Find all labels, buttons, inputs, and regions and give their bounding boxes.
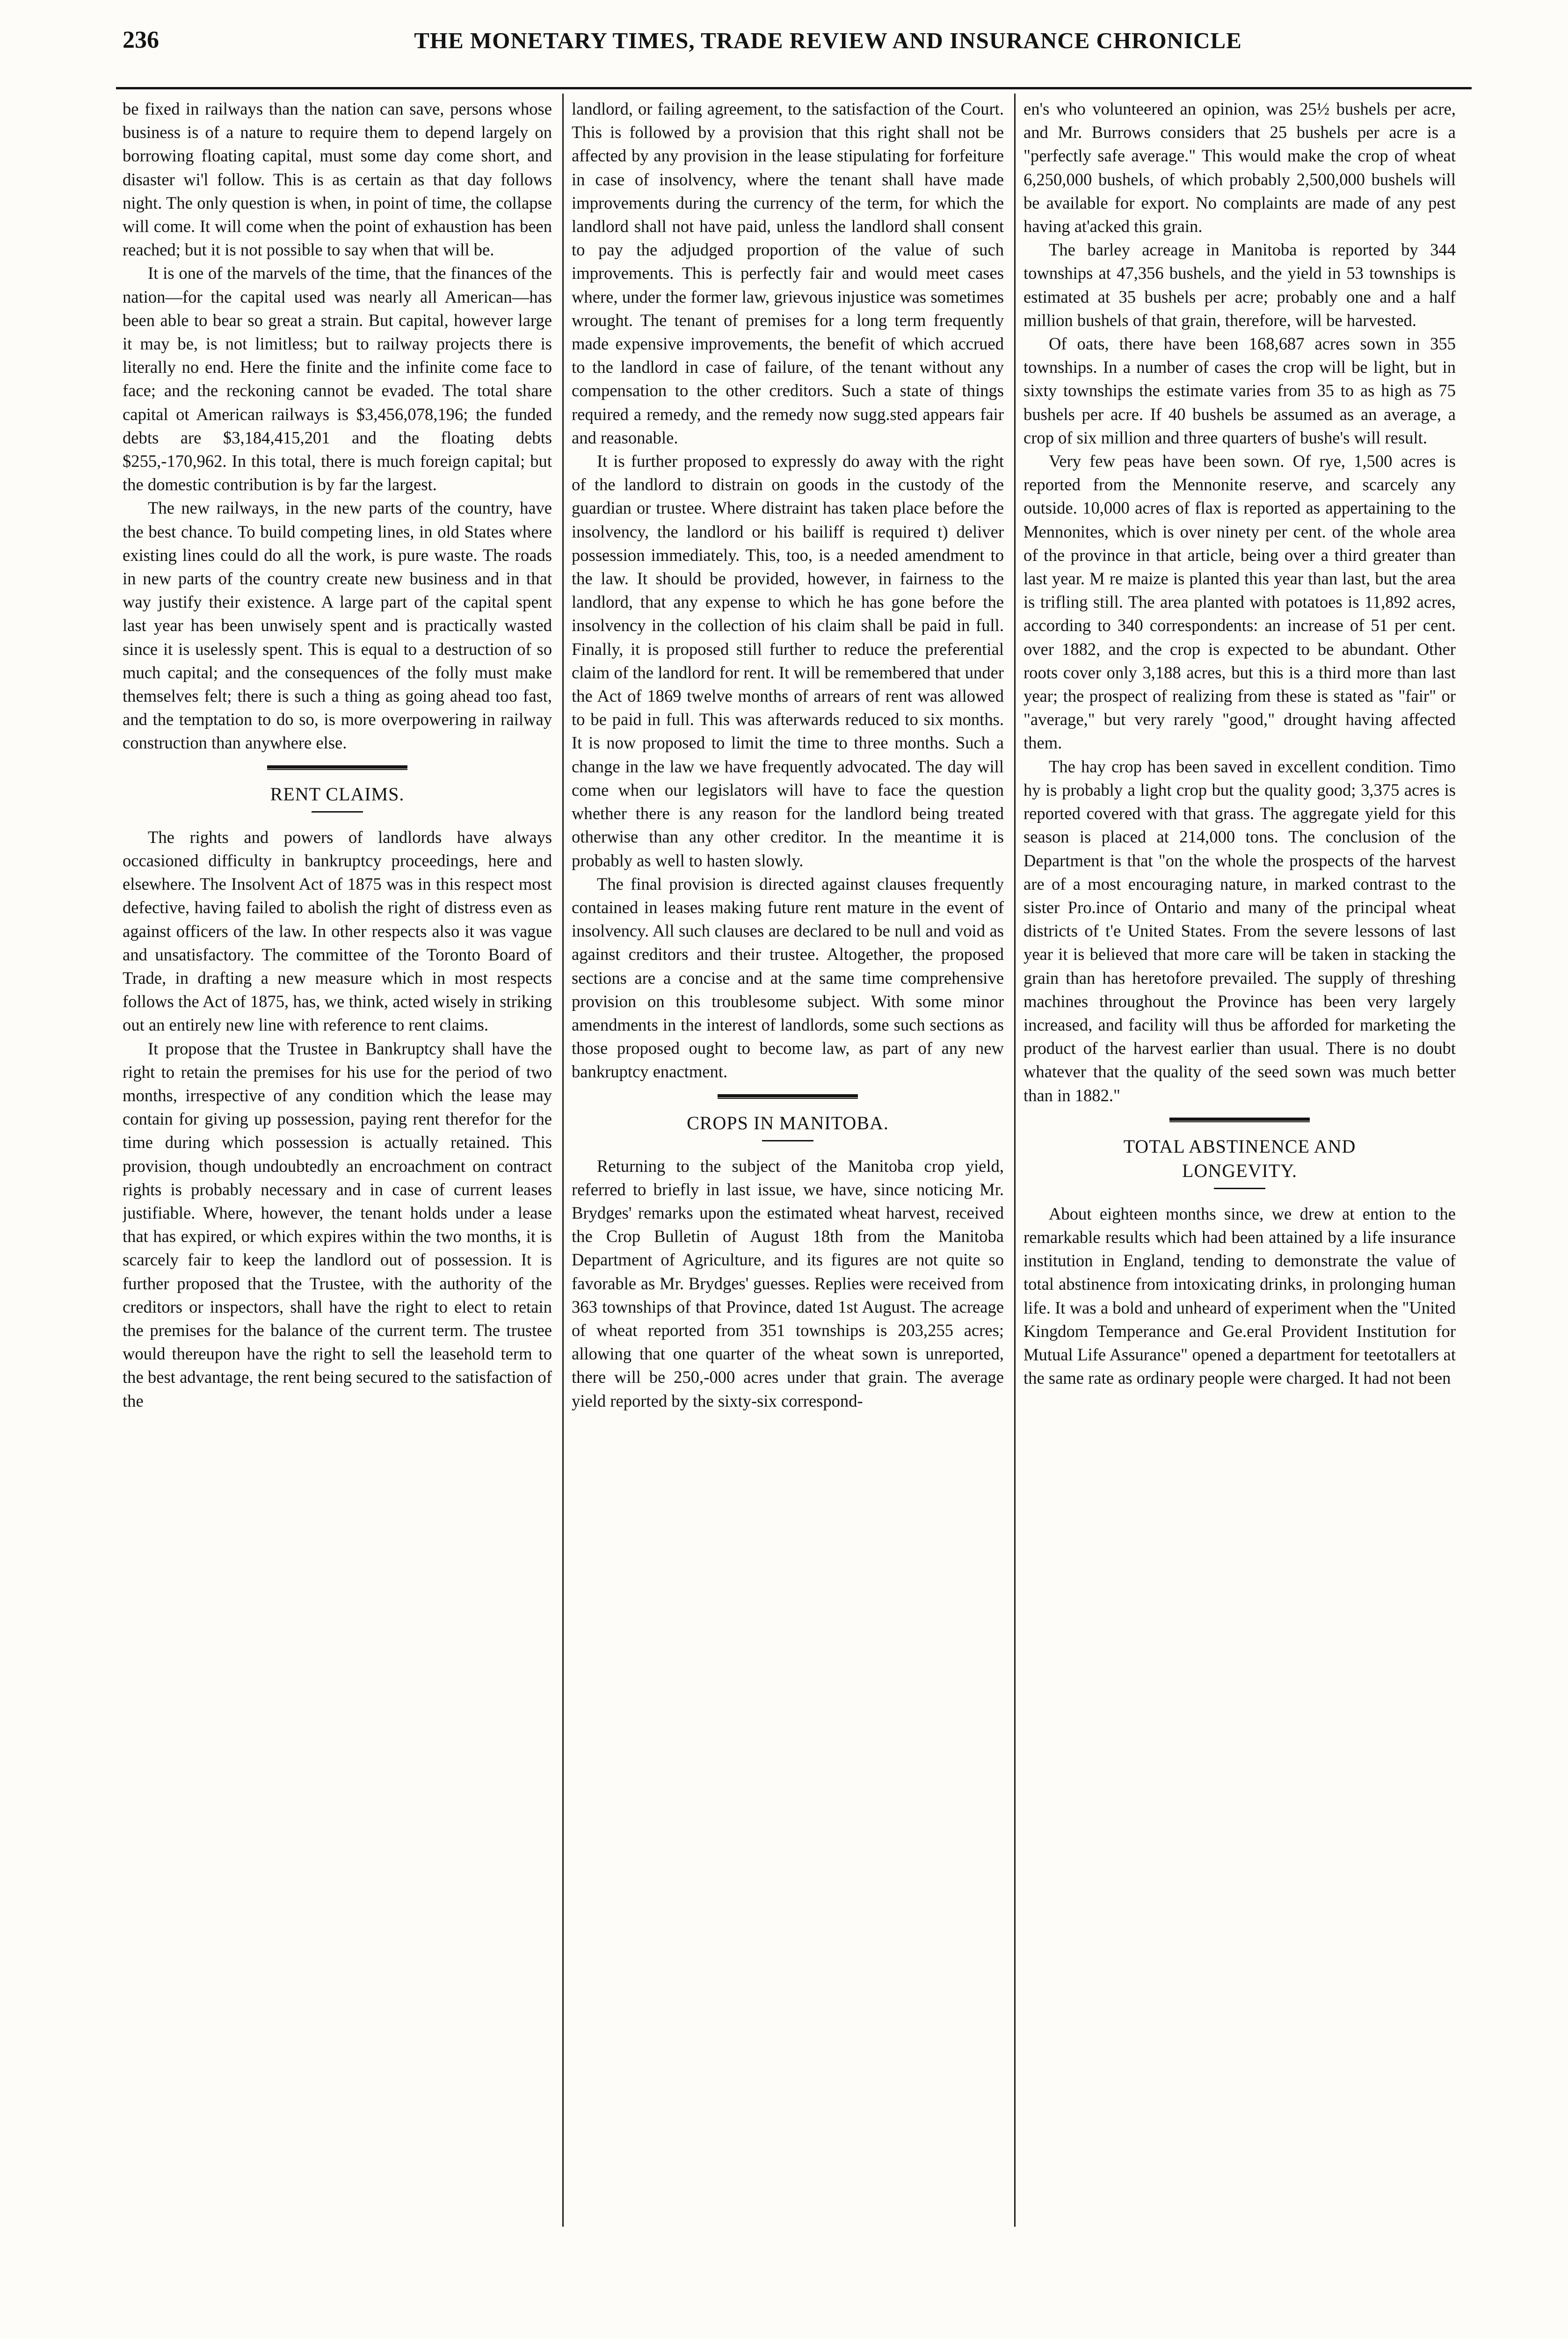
column-1 <box>123 97 552 2230</box>
column-2 <box>572 97 1004 2230</box>
paragraph: It is one of the marvels of the time, that the finances of the nation—for the capital used was nearly all American—has been able to bear so great a strain. But capital, however large it may be, is not limitless; but to railway projects there is literally no end. Here the finite and the infinite come face to face; and the reckoning cannot be evaded. The total share capital ot American railways is $3,456,078,196; the funded debts are $3,184,415,201 and the floating debts $255,-170,962. In this total, there is much foreign capital; but the domestic contribution is by far the largest. <box>123 263 552 494</box>
section-heading-rent-claims: RENT CLAIMS. <box>270 783 405 805</box>
paragraph: The rights and powers of landlords have always occasioned difficulty in bankruptcy proceedings, here and elsewhere. The Insolvent Act of 1875 was in this respect most defective, having failed to abolish the right of distress even as against officers of the law. In other respects also it was vague and unsatisfactory. The committee of the Toronto Board of Trade, in drafting a new measure which in most respects follows the Act of 1875, has, we think, acted wisely in striking out an entirely new line with reference to rent claims. <box>123 827 552 1035</box>
paragraph: Very few peas have been sown. Of rye, 1,500 acres is reported from the Mennonite reserve, and scarcely any outside. 10,000 acres of flax is reported as appertaining to the Mennonites, which is over ninety per cent. of the whole area of the province in that article, being over a third greater than last year. M re maize is planted this year than last, but the area is trifling still. The area planted with potatoes is 11,892 acres, according to 340 correspondents: an increase of 51 per cent. over 1882, and the crop is expected to be abundant. Other roots cover only 3,188 acres, but this is a third more than last year; the prospect of realizing from these is stated as "fair" or "average," but very rarely "good," drought having affected them. <box>1024 451 1456 753</box>
column-rule <box>1014 94 1016 2227</box>
paragraph: be fixed in railways than the nation can save, persons whose business is of a nature to require them to depend largely on borrowing floating capital, must some day come short, and disaster wi'l follow. This is as certain as that day follows night. The only question is when, in point of time, the collapse will come. It will come when the point of exhaustion has been reached; but it is not possible to say when that will be. <box>123 99 552 260</box>
header-rule <box>116 87 1472 89</box>
heading-line: TOTAL ABSTINENCE AND <box>1123 1135 1356 1157</box>
paragraph: It propose that the Trustee in Bankruptcy shall have the right to retain the premises for his use for the period of two months, irrespective of any condition which the lease may contain for giving up possession, paying rent therefor for the time during which possession is actually retained. This provision, though undoubtedly an encroachment on contract rights is probably necessary and in case of current leases justifiable. Where, however, the tenant holds under a lease that has expired, or which expires within the two months, it is scarcely fair to keep the landlord out of possession. It is further proposed that the Trustee, with the authority of the creditors or inspectors, shall have the right to elect to retain the premises for the balance of the current term. The trustee would thereupon have the right to sell the leasehold term to the best advantage, the rent being secured to the satisfaction of the <box>123 1039 552 1410</box>
heading-rule <box>762 1140 813 1141</box>
heading-rule <box>1214 1188 1265 1189</box>
paragraph: The new railways, in the new parts of the country, have the best chance. To build competing lines, in old States where existing lines could do all the work, is pure waste. The roads in new parts of the country create new business and in that way justify their existence. A large part of the capital spent last year has been unwisely spent and is practically wasted since it is uselessly spent. This is equal to a destruction of so much capital; and the consequences of the folly must make themselves felt; there is such a thing as going ahead too fast, and the temptation to do so, is more overpowering in railway construction than anywhere else. <box>123 498 552 753</box>
running-head: THE MONETARY TIMES, TRADE REVIEW AND INSURANCE CHRONICLE <box>414 28 1242 53</box>
paragraph: About eighteen months since, we drew at ention to the remarkable results which had been attained by a life insurance institution in England, tending to demonstrate the value of total abstinence from intoxicating drinks, in prolonging human life. It was a bold and unheard of experiment when the "United Kingdom Temperance and Ge.eral Provident Institution for Mutual Life Assurance" opened a department for teetotallers at the same rate as ordinary people were charged. It had not been <box>1024 1204 1456 1388</box>
paragraph: landlord, or failing agreement, to the satisfaction of the Court. This is followed by a provision that this right shall not be affected by any provision in the lease stipulating for forfeiture in case of insolvency, where the tenant shall have made improvements during the currency of the term, for which the landlord shall not have paid, unless the landlord shall consent to pay the adjudged proportion of the value of such improvements. This is perfectly fair and would meet cases where, under the former law, grievous injustice was sometimes wrought. The tenant of premises for a long term frequently made expensive improvements, the benefit of which accrued to the landlord in case of failure, of the tenant without any compensation to the other creditors. Such a state of things required a remedy, and the remedy now sugg.sted appears fair and reasonable. <box>572 99 1004 447</box>
page-number: 236 <box>123 27 159 53</box>
section-heading-crops-in-manitoba: CROPS IN MANITOBA. <box>687 1112 889 1133</box>
paragraph: The hay crop has been saved in excellent condition. Timo hy is probably a light crop but the quality good; 3,375 acres is reported covered with that grass. The aggregate yield for this season is placed at 214,000 tons. The conclusion of the Department is that "on the whole the prospects of the harvest are of a most encouraging nature, in marked contrast to the sister Pro.ince of Ontario and many of the principal wheat districts of t'e United States. From the severe lessons of last year it is believed that more care will be taken in stacking the grain than has heretofore prevailed. The supply of threshing machines throughout the Province has been very largely increased, and facility will thus be afforded for marketing the product of the harvest earlier than usual. There is no doubt whatever that the quality of the seed sown was much better than in 1882." <box>1024 756 1456 1105</box>
heading-rule <box>312 811 363 813</box>
column-3 <box>1024 97 1456 2230</box>
paragraph: Of oats, there have been 168,687 acres sown in 355 townships. In a number of cases the crop will be light, but in sixty townships the estimate varies from 35 to as high as 75 bushels per acre. If 40 bushels be assumed as an average, a crop of six million and three quarters of bushe's will result. <box>1024 334 1456 447</box>
section-divider <box>718 1094 858 1099</box>
paragraph: Returning to the subject of the Manitoba crop yield, referred to briefly in last issue, we have, since noticing Mr. Brydges' remarks upon the estimated wheat harvest, received the Crop Bulletin of August 18th from the Manitoba Department of Agriculture, and its figures are not quite so favorable as Mr. Brydges' guesses. Replies were received from 363 townships of that Province, dated 1st August. The acreage of wheat reported from 351 townships is 203,255 acres; allowing that one quarter of the wheat sown is unreported, there will be 250,-000 acres under that grain. The average yield reported by the sixty-six correspond- <box>572 1156 1004 1410</box>
paragraph: It is further proposed to expressly do away with the right of the landlord to distrain on goods in the custody of the guardian or trustee. Where distraint has taken place before the insolvency, the landlord or his bailiff is required t) deliver possession immediately. This, too, is a needed amendment to the law. It should be provided, however, in fairness to the landlord, that any expense to which he has gone before the insolvency in the collection of his claim shall be paid in full. Finally, it is proposed still further to reduce the preferential claim of the landlord for rent. It will be remembered that under the Act of 1869 twelve months of arrears of rent was allowed to be paid in full. This was afterwards reduced to six months. It is now proposed to limit the time to three months. Such a change in the law we have frequently advocated. The day will come when our legislators will have to face the question whether there is any reason for the landlord being treated otherwise than any other creditor. In the meantime it is probably as well to hasten slowly. <box>572 451 1004 870</box>
paragraph: The barley acreage in Manitoba is reported by 344 townships at 47,356 bushels, and the yield in 53 townships is estimated at 35 bushels per acre; probably one and a half million bushels of that grain, therefore, will be harvested. <box>1024 240 1456 330</box>
heading-line: LONGEVITY. <box>1182 1160 1297 1181</box>
section-heading-total-abstinence <box>1024 1134 1456 1183</box>
section-divider <box>1169 1118 1310 1122</box>
section-divider <box>267 765 407 770</box>
paragraph: The final provision is directed against clauses frequently contained in leases making future rent mature in the event of insolvency. All such clauses are declared to be null and void as against creditors and their trustee. Altogether, the proposed sections are a concise and at the same time comprehensive provision on this troublesome subject. With some minor amendments in the interest of landlords, some such sections as those proposed ought to become law, as part of any new bankruptcy enactment. <box>572 874 1004 1082</box>
column-rule <box>562 94 564 2227</box>
paragraph: en's who volunteered an opinion, was 25½ bushels per acre, and Mr. Burrows considers that 25 bushels per acre is a "perfectly safe average." This would make the crop of wheat 6,250,000 bushels, of which probably 2,500,000 bushels will be available for export. No complaints are made of any pest having at'acked this grain. <box>1024 99 1456 236</box>
